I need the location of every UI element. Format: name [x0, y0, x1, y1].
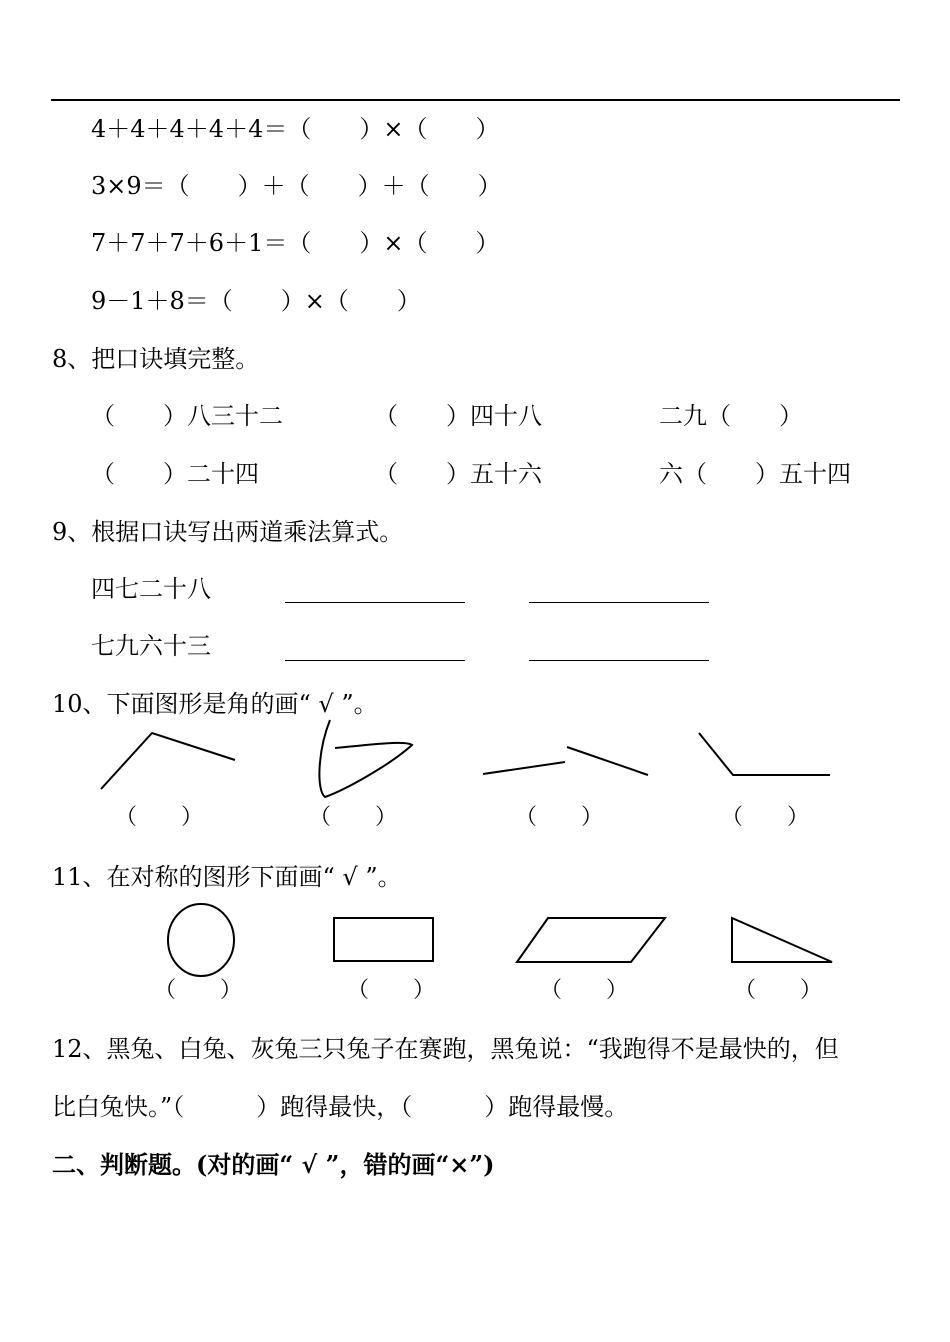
q8-row2-item2: （ ）五十六	[374, 460, 542, 488]
q9-title: 9、根据口诀写出两道乘法算式。	[52, 518, 404, 546]
q11-answer-1[interactable]: （ ）	[154, 978, 243, 1003]
q11-answer-3[interactable]: （ ）	[540, 978, 629, 1003]
q10-answer-3[interactable]: （ ）	[515, 805, 604, 830]
curve-figure-2	[319, 720, 412, 797]
parallelogram-figure	[517, 918, 665, 962]
q11-answer-2[interactable]: （ ）	[347, 978, 436, 1003]
q11-title: 11、在对称的图形下面画“ √ ”。	[52, 863, 402, 891]
q8-row1-item3: 二九（ ）	[659, 402, 803, 430]
q11-answer-4[interactable]: （ ）	[734, 978, 823, 1003]
equation-2: 3×9＝（ ）＋（ ）＋（ ）	[91, 172, 502, 200]
circle-figure	[168, 904, 234, 976]
rectangle-figure	[334, 918, 433, 961]
q8-row1-item1: （ ）八三十二	[91, 402, 283, 430]
triangle-figure	[732, 918, 832, 962]
q8-title: 8、把口诀填完整。	[52, 345, 260, 373]
section2-title: 二、判断题。(对的画“ √ ”，错的画“×”)	[52, 1150, 495, 1179]
q12-line1: 12、黑兔、白兔、灰兔三只兔子在赛跑，黑兔说：“我跑得不是最快的，但	[52, 1035, 839, 1063]
equation-1: 4＋4＋4＋4＋4＝（ ）×（ ）	[91, 115, 500, 143]
equation-3: 7＋7＋7＋6＋1＝（ ）×（ ）	[91, 229, 500, 257]
q9-item1: 四七二十八	[91, 575, 211, 603]
q12-line2: 比白兔快。”（ ）跑得最快，（ ）跑得最慢。	[52, 1093, 629, 1121]
q10-title: 10、下面图形是角的画“ √ ”。	[52, 690, 378, 718]
equation-4: 9－1＋8＝（ ）×（ ）	[91, 287, 421, 315]
q10-answer-2[interactable]: （ ）	[309, 805, 398, 830]
angle-figure-4	[699, 733, 830, 775]
broken-line-figure-3	[483, 747, 648, 775]
q10-answer-1[interactable]: （ ）	[115, 805, 204, 830]
q9-item2: 七九六十三	[91, 632, 211, 660]
angle-figure-1	[101, 733, 235, 789]
q10-answer-4[interactable]: （ ）	[721, 805, 810, 830]
q8-row2-item1: （ ）二十四	[91, 460, 259, 488]
q8-row2-item3: 六（ ）五十四	[659, 460, 851, 488]
q8-row1-item2: （ ）四十八	[374, 402, 542, 430]
